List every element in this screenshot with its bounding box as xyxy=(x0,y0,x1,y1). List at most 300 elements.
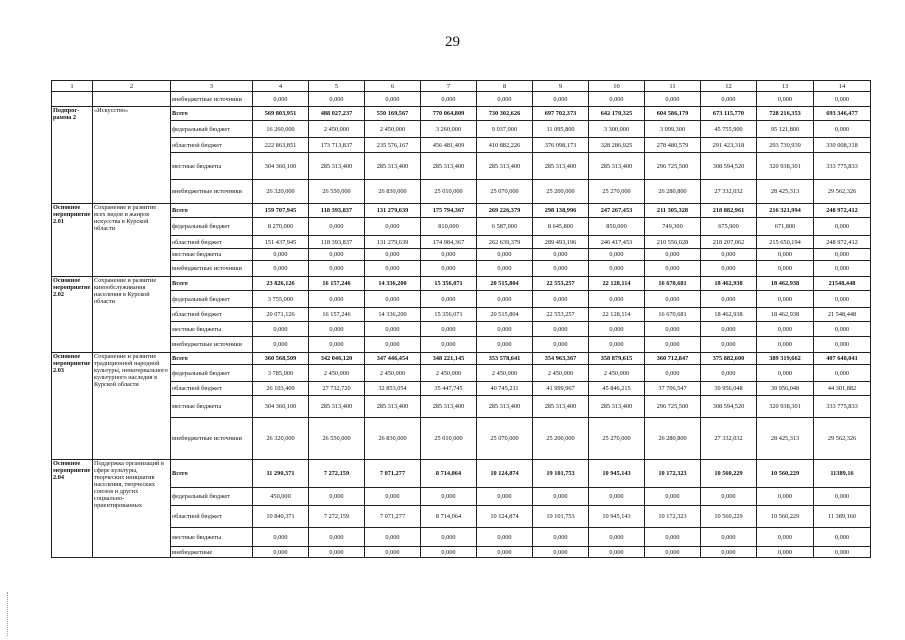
amount-cell: 0,000 xyxy=(533,547,589,558)
amount-cell: 0,000 xyxy=(814,249,871,261)
amount-cell: 0,000 xyxy=(757,337,814,353)
amount-cell: 35 447,745 xyxy=(421,382,477,396)
amount-cell: 389 319,662 xyxy=(757,353,814,365)
amount-cell: 642 170,325 xyxy=(589,107,645,121)
table-row xyxy=(52,249,871,261)
amount-cell: 18 462,938 xyxy=(757,277,814,291)
column-number-12: 12 xyxy=(701,81,757,92)
amount-cell: 25 200,000 xyxy=(533,180,589,204)
amount-cell: 330 008,318 xyxy=(814,138,871,153)
amount-cell: 20 071,126 xyxy=(253,308,309,322)
amount-cell: 328 286,925 xyxy=(589,138,645,153)
amount-cell: 118 393,837 xyxy=(309,204,365,218)
amount-cell: 3 099,300 xyxy=(645,121,701,138)
amount-cell: 22 553,257 xyxy=(533,308,589,322)
amount-cell: 0,000 xyxy=(645,528,701,547)
amount-cell: 0,000 xyxy=(645,322,701,337)
amount-cell: 673 115,770 xyxy=(701,107,757,121)
amount-cell: 7 272,159 xyxy=(309,506,365,528)
amount-cell: 0,000 xyxy=(701,528,757,547)
amount-cell: 0,000 xyxy=(757,291,814,308)
program-code-cell: Подпрог-рамма 2 xyxy=(52,107,93,204)
funding-source-cell: областной бюджет xyxy=(171,236,253,249)
amount-cell: 285 313,400 xyxy=(309,153,365,180)
amount-cell: 29 562,326 xyxy=(814,180,871,204)
program-name-cell: «Искусство» xyxy=(93,107,171,204)
amount-cell: 218 882,961 xyxy=(701,204,757,218)
funding-source-cell: Всего xyxy=(171,107,253,121)
funding-source-cell: внебюджетные источники xyxy=(171,337,253,353)
table-row xyxy=(52,180,871,204)
amount-cell: 0,000 xyxy=(814,92,871,107)
amount-cell: 285 313,400 xyxy=(533,153,589,180)
amount-cell: 15 356,071 xyxy=(421,277,477,291)
amount-cell: 44 301,882 xyxy=(814,382,871,396)
amount-cell: 353 578,641 xyxy=(477,353,533,365)
amount-cell: 0,000 xyxy=(309,249,365,261)
amount-cell: 569 803,951 xyxy=(253,107,309,121)
amount-cell: 0,000 xyxy=(701,365,757,382)
amount-cell: 0,000 xyxy=(309,488,365,506)
amount-cell: 2 450,000 xyxy=(365,365,421,382)
table-row xyxy=(52,92,871,107)
amount-cell: 10 560,229 xyxy=(757,506,814,528)
funding-source-cell: внебюджетные xyxy=(171,547,253,558)
amount-cell: 0,000 xyxy=(814,291,871,308)
funding-source-cell: местные бюджеты xyxy=(171,153,253,180)
amount-cell: 0,000 xyxy=(365,218,421,236)
amount-cell: 0,000 xyxy=(701,488,757,506)
table-row xyxy=(52,488,871,506)
amount-cell: 0,000 xyxy=(589,547,645,558)
amount-cell: 770 064,809 xyxy=(421,107,477,121)
amount-cell: 376 098,173 xyxy=(533,138,589,153)
program-name-cell: Сохранение и развитие кинообслуживания населения в Курской области xyxy=(93,277,171,353)
amount-cell: 211 305,328 xyxy=(645,204,701,218)
amount-cell: 0,000 xyxy=(421,92,477,107)
table-row xyxy=(52,236,871,249)
amount-cell: 0,000 xyxy=(533,291,589,308)
amount-cell: 19 101,753 xyxy=(533,460,589,488)
amount-cell: 18 462,938 xyxy=(701,277,757,291)
amount-cell: 0,000 xyxy=(814,528,871,547)
amount-cell: 16 157,246 xyxy=(309,308,365,322)
table-row xyxy=(52,506,871,528)
amount-cell: 0,000 xyxy=(757,322,814,337)
amount-cell: 26 280,800 xyxy=(645,418,701,460)
amount-cell: 2 450,000 xyxy=(533,365,589,382)
amount-cell: 2 450,000 xyxy=(309,365,365,382)
amount-cell: 407 640,041 xyxy=(814,353,871,365)
amount-cell: 285 313,400 xyxy=(365,396,421,418)
amount-cell: 26 550,000 xyxy=(309,180,365,204)
amount-cell: 22 128,114 xyxy=(589,308,645,322)
table-row xyxy=(52,107,871,121)
column-number-2: 2 xyxy=(93,81,171,92)
amount-cell: 0,000 xyxy=(365,528,421,547)
amount-cell: 23 826,126 xyxy=(253,277,309,291)
funding-source-cell: областной бюджет xyxy=(171,308,253,322)
amount-cell: 25 200,000 xyxy=(533,418,589,460)
amount-cell: 291 423,318 xyxy=(701,138,757,153)
funding-source-cell: Всего xyxy=(171,204,253,218)
column-number-8: 8 xyxy=(477,81,533,92)
amount-cell: 0,000 xyxy=(814,337,871,353)
amount-cell: 304 360,100 xyxy=(253,153,309,180)
amount-cell: 40 745,211 xyxy=(477,382,533,396)
amount-cell: 0,000 xyxy=(645,547,701,558)
column-number-7: 7 xyxy=(421,81,477,92)
table-row xyxy=(52,528,871,547)
amount-cell: 0,000 xyxy=(421,261,477,277)
amount-cell: 0,000 xyxy=(253,249,309,261)
amount-cell: 285 313,400 xyxy=(421,153,477,180)
amount-cell: 25 070,000 xyxy=(477,418,533,460)
program-code-cell: Основное мероприятие 2.04 xyxy=(52,460,93,558)
amount-cell: 0,000 xyxy=(477,92,533,107)
table-row xyxy=(52,322,871,337)
amount-cell: 0,000 xyxy=(477,528,533,547)
amount-cell: 604 586,179 xyxy=(645,107,701,121)
amount-cell: 0,000 xyxy=(309,291,365,308)
amount-cell: 11 389,160 xyxy=(814,506,871,528)
amount-cell: 8 645,800 xyxy=(533,218,589,236)
program-name-cell: Сохранение и развитие традиционной народной культуры, нематериального культурного наследия в Курской области xyxy=(93,353,171,460)
amount-cell: 39 956,048 xyxy=(701,382,757,396)
page-number: 29 xyxy=(445,34,460,50)
amount-cell: 0,000 xyxy=(701,337,757,353)
amount-cell: 0,000 xyxy=(757,249,814,261)
amount-cell: 131 279,639 xyxy=(365,204,421,218)
amount-cell: 0,000 xyxy=(645,488,701,506)
amount-cell: 410 882,226 xyxy=(477,138,533,153)
amount-cell: 375 882,600 xyxy=(701,353,757,365)
funding-source-cell: областной бюджет xyxy=(171,506,253,528)
program-code-cell xyxy=(52,92,93,107)
amount-cell: 285 313,400 xyxy=(589,396,645,418)
amount-cell: 0,000 xyxy=(477,261,533,277)
amount-cell: 0,000 xyxy=(814,365,871,382)
amount-cell: 0,000 xyxy=(757,365,814,382)
amount-cell: 235 576,167 xyxy=(365,138,421,153)
amount-cell: 0,000 xyxy=(421,547,477,558)
amount-cell: 0,000 xyxy=(421,322,477,337)
column-number-10: 10 xyxy=(589,81,645,92)
amount-cell: 247 267,453 xyxy=(589,204,645,218)
amount-cell: 0,000 xyxy=(814,547,871,558)
column-number-11: 11 xyxy=(645,81,701,92)
amount-cell: 3 300,000 xyxy=(589,121,645,138)
amount-cell: 45 846,215 xyxy=(589,382,645,396)
amount-cell: 0,000 xyxy=(253,261,309,277)
column-number-4: 4 xyxy=(253,81,309,92)
program-code-cell: Основное мероприятие 2.01 xyxy=(52,204,93,277)
amount-cell: 0,000 xyxy=(421,488,477,506)
amount-cell: 10 560,229 xyxy=(757,460,814,488)
amount-cell: 0,000 xyxy=(814,121,871,138)
amount-cell: 0,000 xyxy=(533,528,589,547)
amount-cell: 0,000 xyxy=(253,337,309,353)
amount-cell: 8 714,064 xyxy=(421,460,477,488)
amount-cell: 16 670,681 xyxy=(645,308,701,322)
amount-cell: 7 071,277 xyxy=(365,460,421,488)
amount-cell: 0,000 xyxy=(477,322,533,337)
table-row xyxy=(52,365,871,382)
amount-cell: 28 425,313 xyxy=(757,180,814,204)
amount-cell: 0,000 xyxy=(757,528,814,547)
amount-cell: 749,300 xyxy=(645,218,701,236)
amount-cell: 10 172,323 xyxy=(645,460,701,488)
column-number-14: 14 xyxy=(814,81,871,92)
amount-cell: 320 938,301 xyxy=(757,396,814,418)
amount-cell: 308 594,520 xyxy=(701,396,757,418)
amount-cell: 21548,448 xyxy=(814,277,871,291)
amount-cell: 0,000 xyxy=(309,261,365,277)
amount-cell: 269 226,379 xyxy=(477,204,533,218)
table-row xyxy=(52,261,871,277)
amount-cell: 0,000 xyxy=(645,365,701,382)
amount-cell: 175 794,367 xyxy=(421,204,477,218)
amount-cell: 14 336,200 xyxy=(365,277,421,291)
amount-cell: 0,000 xyxy=(701,261,757,277)
amount-cell: 360 568,509 xyxy=(253,353,309,365)
table-row xyxy=(52,418,871,460)
table-row xyxy=(52,153,871,180)
amount-cell: 6 587,000 xyxy=(477,218,533,236)
amount-cell: 285 313,400 xyxy=(309,396,365,418)
amount-cell: 26 830,000 xyxy=(365,180,421,204)
column-number-9: 9 xyxy=(533,81,589,92)
amount-cell: 0,000 xyxy=(589,337,645,353)
amount-cell: 0,000 xyxy=(477,291,533,308)
amount-cell: 0,000 xyxy=(589,291,645,308)
funding-source-cell: федеральный бюджет xyxy=(171,291,253,308)
amount-cell: 25 270,000 xyxy=(589,180,645,204)
amount-cell: 0,000 xyxy=(365,249,421,261)
amount-cell: 296 725,500 xyxy=(645,153,701,180)
amount-cell: 10 124,874 xyxy=(477,506,533,528)
amount-cell: 0,000 xyxy=(365,261,421,277)
amount-cell: 285 313,400 xyxy=(589,153,645,180)
amount-cell: 0,000 xyxy=(589,322,645,337)
amount-cell: 0,000 xyxy=(365,488,421,506)
funding-source-cell: областной бюджет xyxy=(171,382,253,396)
amount-cell: 22 128,114 xyxy=(589,277,645,291)
amount-cell: 298 138,996 xyxy=(533,204,589,218)
funding-source-cell: областной бюджет xyxy=(171,138,253,153)
amount-cell: 0,000 xyxy=(421,291,477,308)
amount-cell: 8 714,064 xyxy=(421,506,477,528)
amount-cell: 0,000 xyxy=(533,488,589,506)
amount-cell: 285 313,400 xyxy=(533,396,589,418)
amount-cell: 0,000 xyxy=(757,261,814,277)
scan-edge-mark xyxy=(7,592,9,636)
amount-cell: 0,000 xyxy=(365,291,421,308)
table-row xyxy=(52,308,871,322)
amount-cell: 360 712,847 xyxy=(645,353,701,365)
amount-cell: 293 730,939 xyxy=(757,138,814,153)
amount-cell: 32 853,054 xyxy=(365,382,421,396)
amount-cell: 7 272,159 xyxy=(309,460,365,488)
amount-cell: 348 221,145 xyxy=(421,353,477,365)
column-number-13: 13 xyxy=(757,81,814,92)
table-row xyxy=(52,460,871,488)
amount-cell: 308 594,520 xyxy=(701,153,757,180)
funding-source-cell: местные бюджеты xyxy=(171,528,253,547)
amount-cell: 25 270,000 xyxy=(589,418,645,460)
amount-cell: 2 450,000 xyxy=(477,365,533,382)
amount-cell: 0,000 xyxy=(477,249,533,261)
amount-cell: 2 450,000 xyxy=(365,121,421,138)
amount-cell: 246 417,453 xyxy=(589,236,645,249)
amount-cell: 0,000 xyxy=(701,291,757,308)
amount-cell: 278 480,579 xyxy=(645,138,701,153)
amount-cell: 20 515,804 xyxy=(477,277,533,291)
amount-cell: 131 279,639 xyxy=(365,236,421,249)
amount-cell: 26 320,000 xyxy=(253,180,309,204)
amount-cell: 333 775,833 xyxy=(814,396,871,418)
amount-cell: 26 103,409 xyxy=(253,382,309,396)
amount-cell: 285 313,400 xyxy=(477,153,533,180)
amount-cell: 10 172,323 xyxy=(645,506,701,528)
funding-source-cell: местные бюджеты xyxy=(171,396,253,418)
amount-cell: 320 938,301 xyxy=(757,153,814,180)
amount-cell: 0,000 xyxy=(645,261,701,277)
amount-cell: 550 169,567 xyxy=(365,107,421,121)
amount-cell: 0,000 xyxy=(645,249,701,261)
amount-cell: 456 481,409 xyxy=(421,138,477,153)
column-number-5: 5 xyxy=(309,81,365,92)
amount-cell: 0,000 xyxy=(253,92,309,107)
program-code-cell: Основное мероприятие 2.03 xyxy=(52,353,93,460)
table-row xyxy=(52,353,871,365)
funding-source-cell: внебюджетные источники xyxy=(171,418,253,460)
amount-cell: 675,900 xyxy=(701,218,757,236)
amount-cell: 39 956,048 xyxy=(757,382,814,396)
column-number-6: 6 xyxy=(365,81,421,92)
amount-cell: 16 157,246 xyxy=(309,277,365,291)
program-name-cell xyxy=(93,92,171,107)
amount-cell: 3 260,000 xyxy=(421,121,477,138)
amount-cell: 0,000 xyxy=(533,322,589,337)
funding-source-cell: федеральный бюджет xyxy=(171,218,253,236)
table-body xyxy=(52,81,871,558)
funding-source-cell: федеральный бюджет xyxy=(171,121,253,138)
amount-cell: 26 320,000 xyxy=(253,418,309,460)
amount-cell: 2 450,000 xyxy=(309,121,365,138)
amount-cell: 45 755,900 xyxy=(701,121,757,138)
table-row xyxy=(52,121,871,138)
amount-cell: 118 393,837 xyxy=(309,236,365,249)
amount-cell: 671,800 xyxy=(757,218,814,236)
amount-cell: 347 446,454 xyxy=(365,353,421,365)
amount-cell: 0,000 xyxy=(814,261,871,277)
funding-source-cell: местные бюджеты xyxy=(171,322,253,337)
amount-cell: 0,000 xyxy=(533,261,589,277)
table-row xyxy=(52,396,871,418)
amount-cell: 248 972,412 xyxy=(814,236,871,249)
amount-cell: 285 313,400 xyxy=(477,396,533,418)
amount-cell: 0,000 xyxy=(533,337,589,353)
table-row xyxy=(52,291,871,308)
amount-cell: 3 785,000 xyxy=(253,365,309,382)
amount-cell: 0,000 xyxy=(365,547,421,558)
amount-cell: 0,000 xyxy=(701,92,757,107)
amount-cell: 0,000 xyxy=(589,92,645,107)
amount-cell: 728 216,353 xyxy=(757,107,814,121)
amount-cell: 2 450,000 xyxy=(421,365,477,382)
amount-cell: 19 101,753 xyxy=(533,506,589,528)
table-row xyxy=(52,382,871,396)
amount-cell: 0,000 xyxy=(477,547,533,558)
amount-cell: 215 650,194 xyxy=(757,236,814,249)
amount-cell: 216 321,994 xyxy=(757,204,814,218)
amount-cell: 0,000 xyxy=(477,488,533,506)
table-row xyxy=(52,337,871,353)
amount-cell: 0,000 xyxy=(309,92,365,107)
amount-cell: 10 560,229 xyxy=(701,460,757,488)
program-code-cell: Основное мероприятие 2.02 xyxy=(52,277,93,353)
budget-table xyxy=(51,80,871,558)
amount-cell: 0,000 xyxy=(814,488,871,506)
amount-cell: 174 984,367 xyxy=(421,236,477,249)
table-row xyxy=(52,547,871,558)
program-name-cell: Поддержка организаций в сфере культуры, творческих инициатив населения, творческих союзов и других социально-ориентированных xyxy=(93,460,171,558)
amount-cell: 0,000 xyxy=(365,337,421,353)
amount-cell: 16 260,000 xyxy=(253,121,309,138)
amount-cell: 0,000 xyxy=(253,322,309,337)
amount-cell: 0,000 xyxy=(365,92,421,107)
amount-cell: 37 706,547 xyxy=(645,382,701,396)
amount-cell: 218 207,062 xyxy=(701,236,757,249)
table-row xyxy=(52,277,871,291)
amount-cell: 0,000 xyxy=(701,322,757,337)
amount-cell: 11 290,371 xyxy=(253,460,309,488)
amount-cell: 0,000 xyxy=(309,218,365,236)
amount-cell: 248 972,412 xyxy=(814,204,871,218)
funding-source-cell: Всего xyxy=(171,277,253,291)
funding-source-cell: федеральный бюджет xyxy=(171,365,253,382)
amount-cell: 0,000 xyxy=(757,547,814,558)
amount-cell: 29 562,326 xyxy=(814,418,871,460)
amount-cell: 289 493,196 xyxy=(533,236,589,249)
amount-cell: 0,000 xyxy=(533,92,589,107)
amount-cell: 262 639,379 xyxy=(477,236,533,249)
amount-cell: 333 775,833 xyxy=(814,153,871,180)
funding-source-cell: Всего xyxy=(171,460,253,488)
amount-cell: 18 462,938 xyxy=(701,308,757,322)
amount-cell: 25 010,000 xyxy=(421,180,477,204)
amount-cell: 0,000 xyxy=(309,528,365,547)
amount-cell: 450,000 xyxy=(253,488,309,506)
amount-cell: 28 425,313 xyxy=(757,418,814,460)
amount-cell: 0,000 xyxy=(533,249,589,261)
amount-cell: 0,000 xyxy=(757,488,814,506)
amount-cell: 10 560,229 xyxy=(701,506,757,528)
amount-cell: 342 046,120 xyxy=(309,353,365,365)
amount-cell: 0,000 xyxy=(814,218,871,236)
amount-cell: 10 840,371 xyxy=(253,506,309,528)
amount-cell: 15 356,071 xyxy=(421,308,477,322)
amount-cell: 27 732,720 xyxy=(309,382,365,396)
header-row xyxy=(52,81,871,92)
amount-cell: 0,000 xyxy=(589,528,645,547)
amount-cell: 730 302,626 xyxy=(477,107,533,121)
amount-cell: 0,000 xyxy=(589,249,645,261)
funding-source-cell: федеральный бюджет xyxy=(171,488,253,506)
amount-cell: 210 556,028 xyxy=(645,236,701,249)
amount-cell: 0,000 xyxy=(701,249,757,261)
